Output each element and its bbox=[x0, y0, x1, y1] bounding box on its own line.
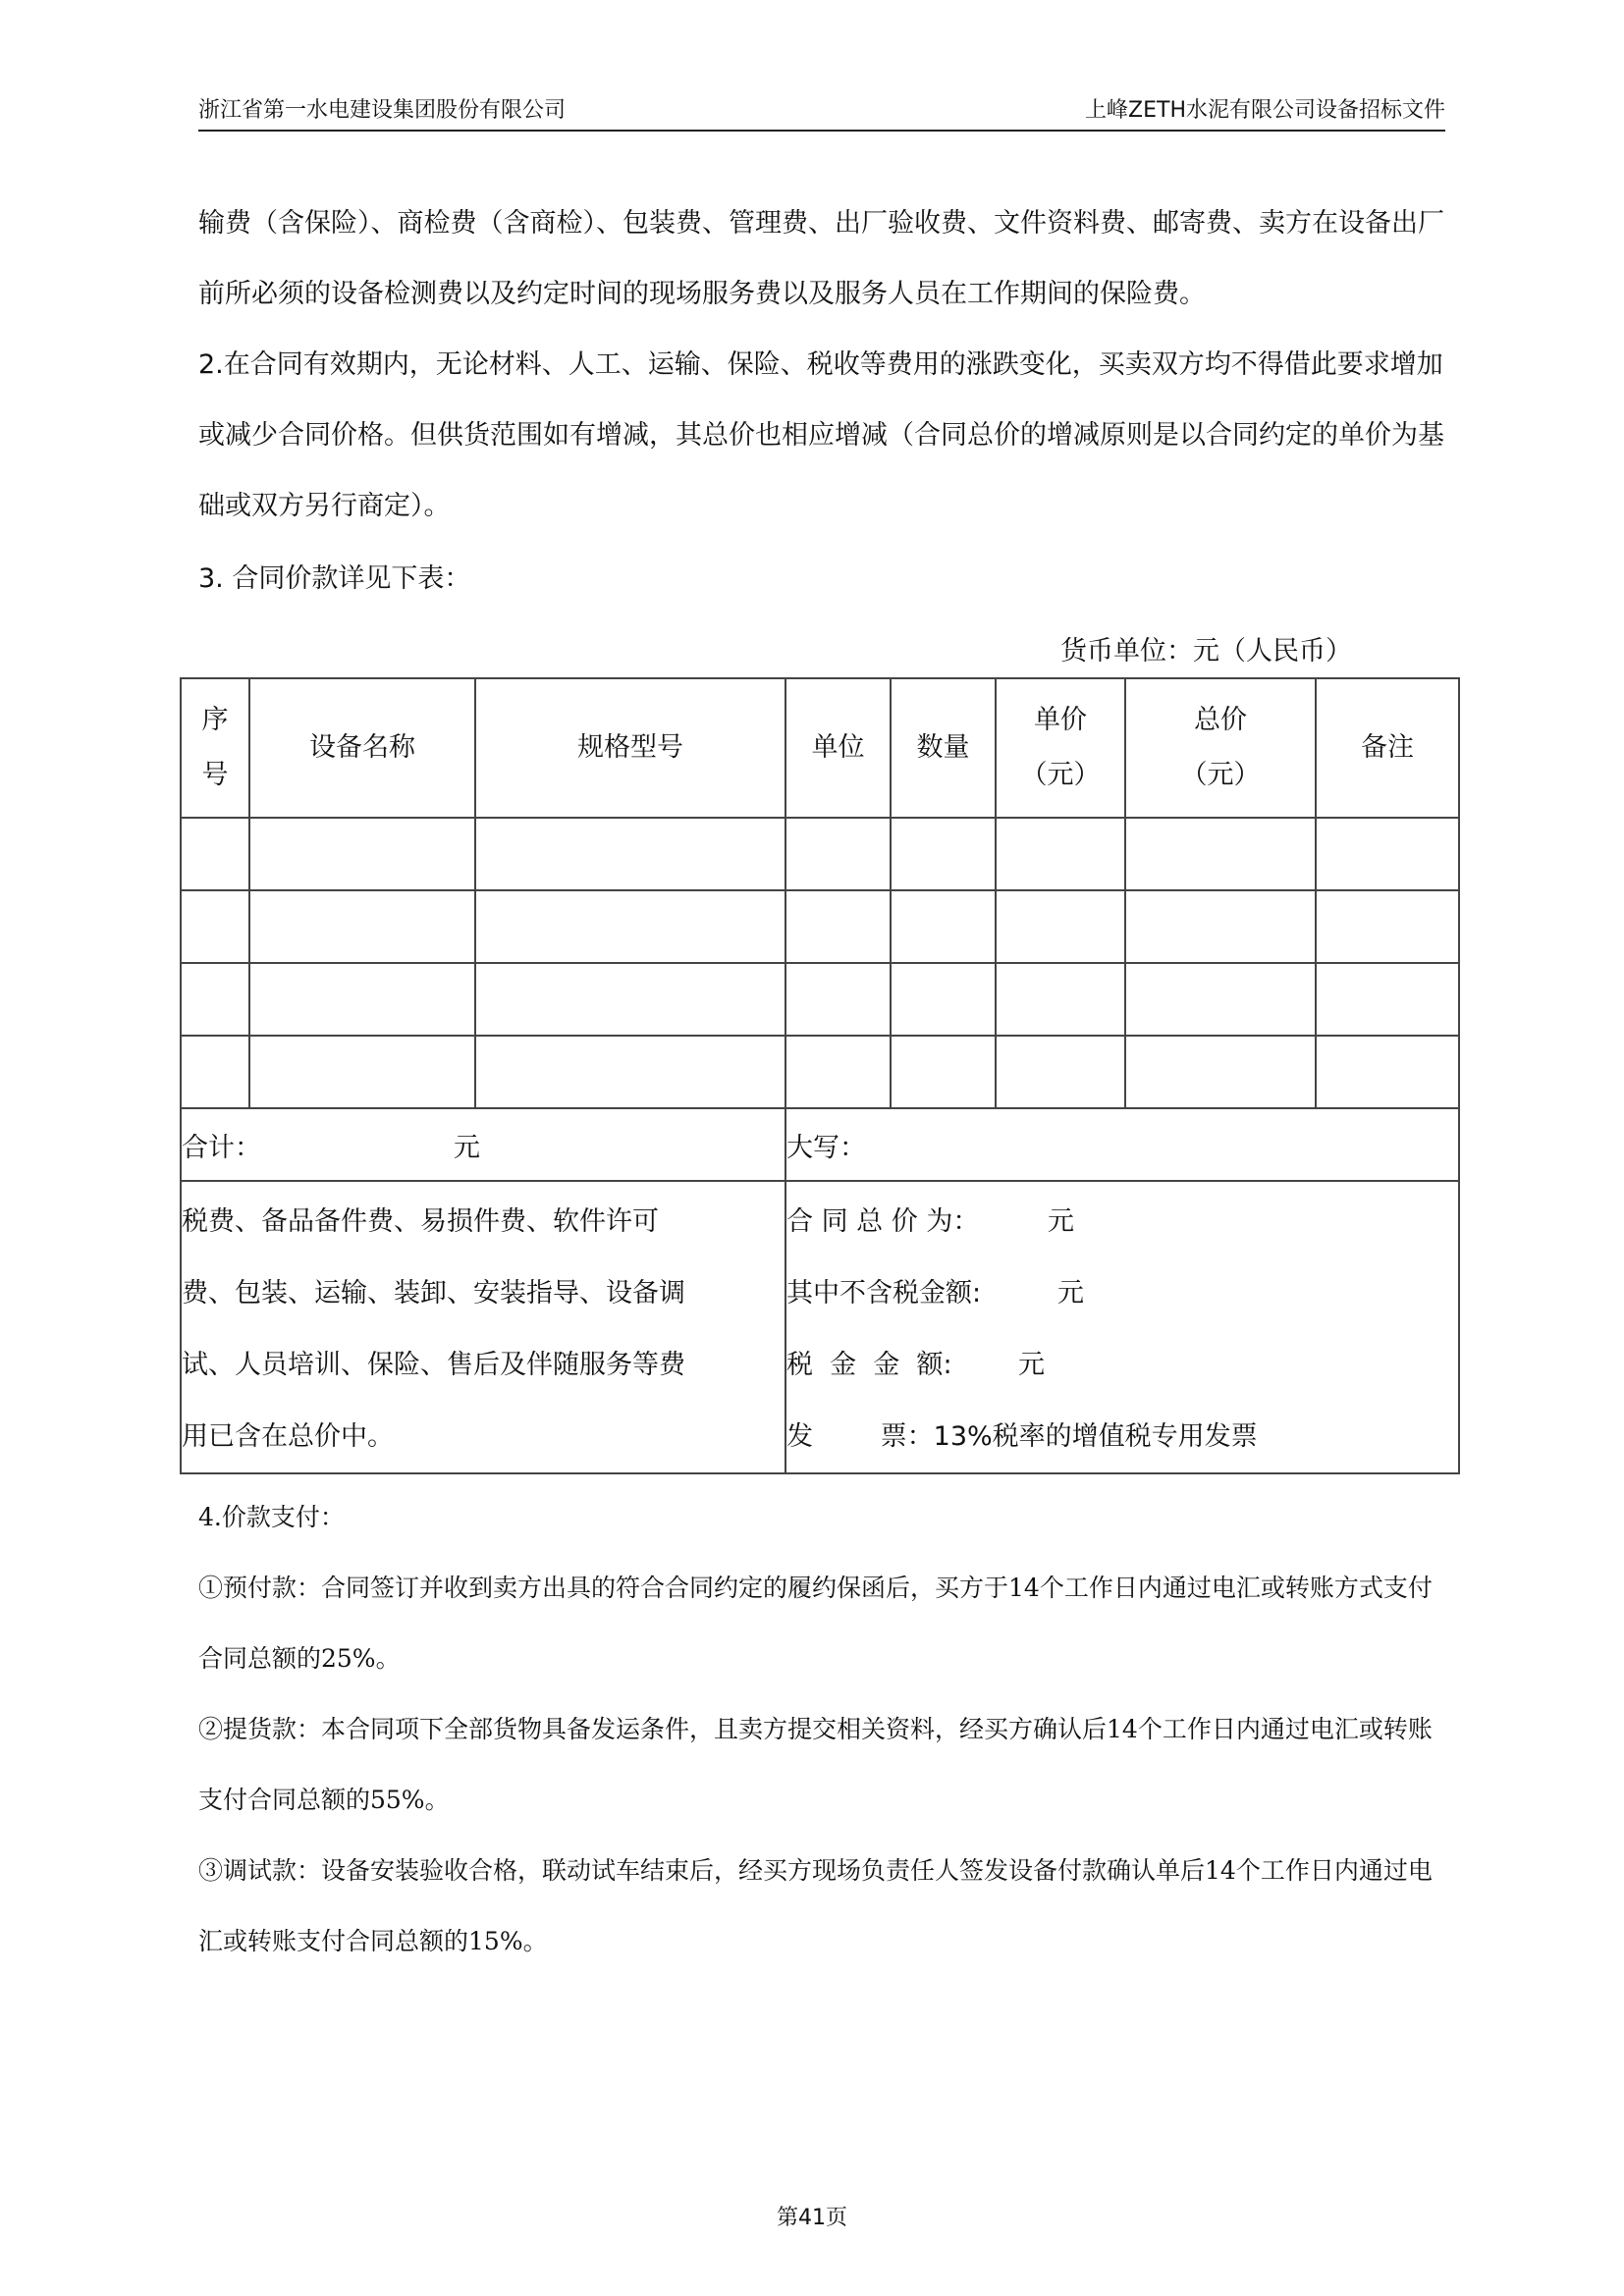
tax-note-cell bbox=[181, 1181, 785, 1473]
tax-note-line2: 费、包装、运输、装卸、安装指导、设备调 bbox=[182, 1278, 685, 1308]
header-total-price bbox=[1125, 678, 1316, 818]
capital-cell bbox=[785, 1108, 1459, 1181]
capital-amount-label: 大写： bbox=[786, 1132, 866, 1163]
paragraph-price-adjustment: 2.在合同有效期内，无论材料、人工、运输、保险、税收等费用的涨跌变化，买卖双方均不得借此要求增加或减少合同价格。但供货范围如有增减，其总价也相应增减（合同总价的增减原则是以合同约定的单价为基础或双方另行商定）。 bbox=[198, 349, 1444, 521]
table-row bbox=[181, 890, 1459, 963]
table-cell bbox=[181, 1036, 249, 1108]
header-model: 规格型号 bbox=[475, 678, 785, 818]
tax-amount-label: 税 金 金 额: bbox=[786, 1350, 952, 1380]
table-cell bbox=[996, 818, 1125, 890]
tax-amount-line bbox=[786, 1329, 1458, 1401]
header-unit-price bbox=[996, 678, 1125, 818]
payment-section bbox=[198, 1482, 1447, 1977]
payment-item-commissioning: ③调试款：设备安装验收合格，联动试车结束后，经买方现场负责任人签发设备付款确认单后14个工作日内通过电汇或转账支付合同总额的15%。 bbox=[198, 1856, 1433, 1955]
header-seq-line1: 序 bbox=[201, 705, 229, 735]
table-cell bbox=[249, 890, 475, 963]
table-cell bbox=[475, 1036, 785, 1108]
table-cell bbox=[1125, 818, 1316, 890]
header-unit-price-line1: 单价 bbox=[1034, 705, 1087, 735]
table-row bbox=[181, 818, 1459, 890]
table-cell bbox=[891, 890, 996, 963]
table-header-row bbox=[181, 678, 1459, 818]
table-cell bbox=[785, 963, 891, 1036]
payment-item-delivery: ②提货款：本合同项下全部货物具备发运条件，且卖方提交相关资料，经买方确认后14个工作日内通过电汇或转账支付合同总额的55%。 bbox=[198, 1715, 1433, 1814]
table-cell bbox=[891, 818, 996, 890]
header-document-title: 上峰ZETH水泥有限公司设备招标文件 bbox=[1085, 98, 1445, 123]
table-cell bbox=[1316, 818, 1459, 890]
table-cell bbox=[249, 963, 475, 1036]
pretax-amount-label: 其中不含税金额: bbox=[786, 1278, 982, 1308]
table-cell bbox=[249, 818, 475, 890]
payment-title: 4.价款支付： bbox=[198, 1503, 345, 1531]
table-cell bbox=[785, 890, 891, 963]
table-cell bbox=[181, 818, 249, 890]
total-currency: 元 bbox=[454, 1132, 480, 1163]
price-table bbox=[180, 677, 1460, 1474]
table-cell bbox=[475, 963, 785, 1036]
total-label: 合计： bbox=[182, 1132, 261, 1163]
page-header bbox=[198, 96, 1445, 132]
table-cell bbox=[181, 963, 249, 1036]
header-total-price-line1: 总价 bbox=[1194, 705, 1247, 735]
table-summary-row bbox=[181, 1108, 1459, 1181]
payment-item-advance: ①预付款：合同签订并收到卖方出具的符合合同约定的履约保函后，买方于14个工作日内通过电汇或转账方式支付合同总额的25%。 bbox=[198, 1574, 1433, 1673]
table-cell bbox=[1316, 963, 1459, 1036]
pretax-amount-currency: 元 bbox=[1057, 1278, 1084, 1308]
table-cell bbox=[1125, 1036, 1316, 1108]
tax-amount-currency: 元 bbox=[1018, 1350, 1045, 1380]
pretax-amount-line bbox=[786, 1257, 1458, 1329]
table-cell bbox=[181, 890, 249, 963]
table-cell bbox=[785, 818, 891, 890]
header-unit-price-line2: （元） bbox=[1020, 760, 1101, 790]
header-quantity: 数量 bbox=[891, 678, 996, 818]
header-seq-line2: 号 bbox=[201, 760, 229, 790]
invoice-label: 发 票： bbox=[786, 1421, 934, 1452]
invoice-line bbox=[786, 1401, 1458, 1472]
invoice-value: 13%税率的增值税专用发票 bbox=[933, 1421, 1258, 1452]
table-cell bbox=[996, 1036, 1125, 1108]
table-cell bbox=[1125, 890, 1316, 963]
table-cell bbox=[1125, 963, 1316, 1036]
table-cell bbox=[996, 890, 1125, 963]
table-tax-row bbox=[181, 1181, 1459, 1473]
contract-total-currency: 元 bbox=[1048, 1206, 1074, 1237]
paragraph-fees: 输费（含保险）、商检费（含商检）、包装费、管理费、出厂验收费、文件资料费、邮寄费、卖方在设备出厂前所必须的设备检测费以及约定时间的现场服务费以及服务人员在工作期间的保险费。 bbox=[198, 208, 1444, 309]
table-cell bbox=[475, 818, 785, 890]
contract-total-label: 合 同 总 价 为： bbox=[786, 1206, 980, 1237]
header-unit: 单位 bbox=[785, 678, 891, 818]
header-total-price-line2: （元） bbox=[1180, 760, 1261, 790]
header-remark: 备注 bbox=[1316, 678, 1459, 818]
paragraph-table-intro: 3. 合同价款详见下表： bbox=[198, 563, 471, 594]
currency-unit: 货币单位：元（人民币） bbox=[1060, 636, 1352, 667]
table-cell bbox=[249, 1036, 475, 1108]
table-cell bbox=[785, 1036, 891, 1108]
tax-note-line1: 税费、备品备件费、易损件费、软件许可 bbox=[182, 1206, 659, 1237]
table-cell bbox=[475, 890, 785, 963]
page-number: 第41页 bbox=[777, 2206, 847, 2230]
total-cell bbox=[181, 1108, 785, 1181]
tax-note-line3: 试、人员培训、保险、售后及伴随服务等费 bbox=[182, 1350, 685, 1380]
table-row bbox=[181, 1036, 1459, 1108]
table-row bbox=[181, 963, 1459, 1036]
header-equipment-name: 设备名称 bbox=[249, 678, 475, 818]
table-cell bbox=[1316, 1036, 1459, 1108]
table-cell bbox=[891, 963, 996, 1036]
tax-note-line4: 用已含在总价中。 bbox=[182, 1421, 394, 1452]
price-info-cell bbox=[785, 1181, 1459, 1473]
table-cell bbox=[996, 963, 1125, 1036]
table-cell bbox=[1316, 890, 1459, 963]
table-cell bbox=[891, 1036, 996, 1108]
header-seq bbox=[181, 678, 249, 818]
contract-total-line bbox=[786, 1186, 1458, 1257]
header-company: 浙江省第一水电建设集团股份有限公司 bbox=[198, 98, 567, 123]
